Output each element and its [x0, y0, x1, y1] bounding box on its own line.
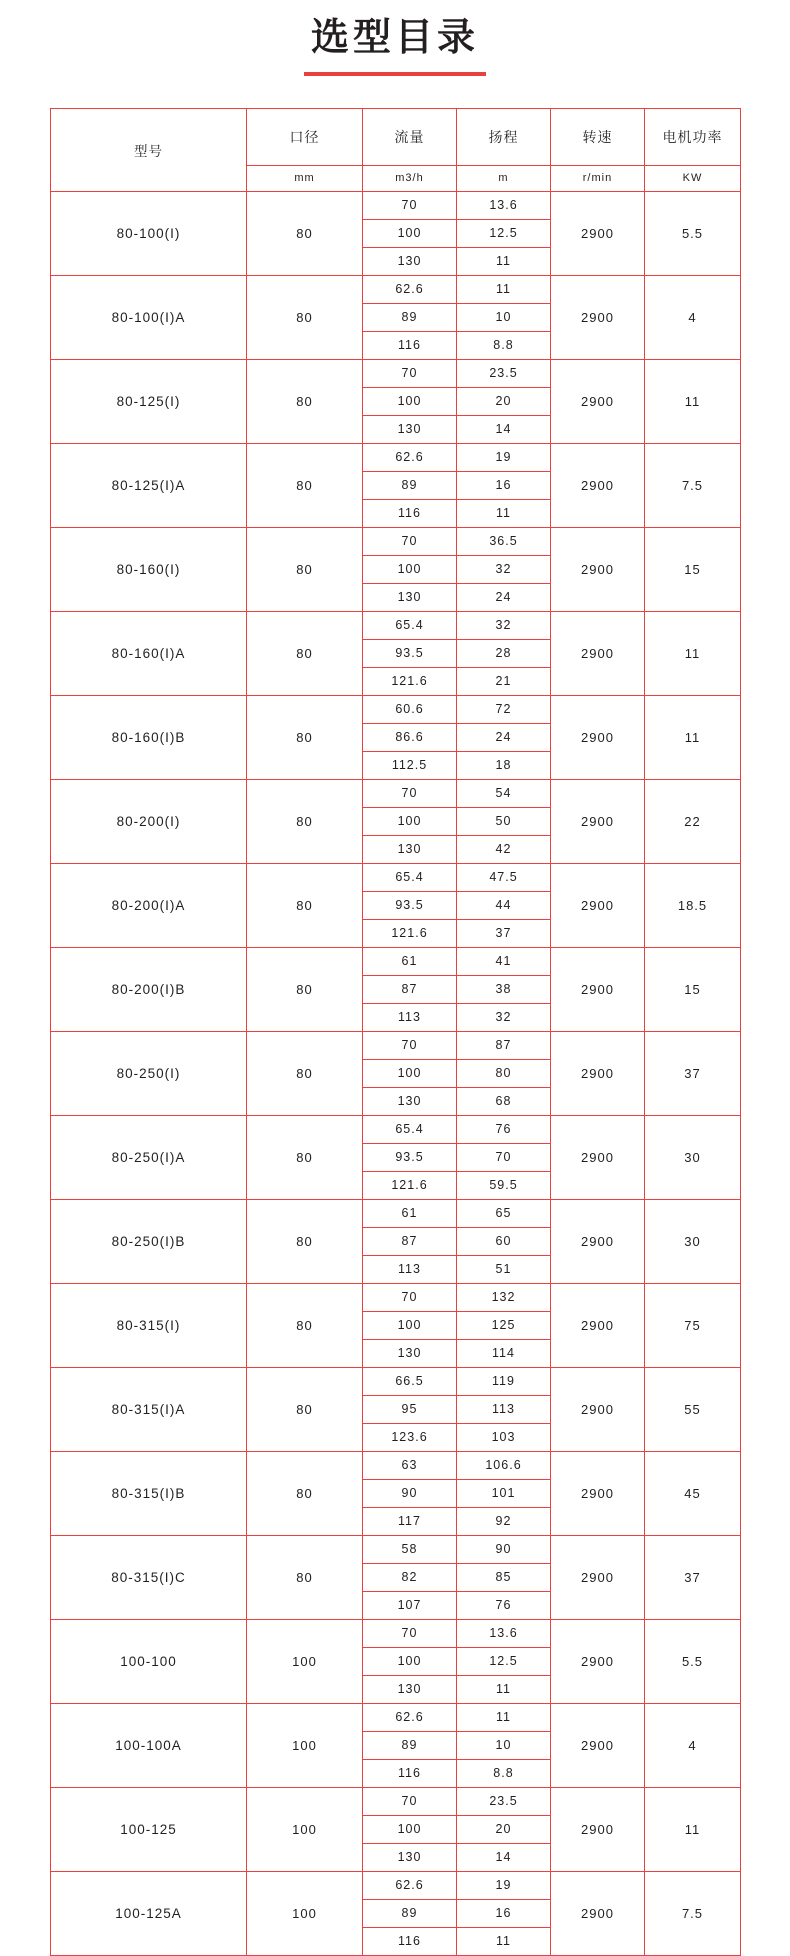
cell-flow: 90: [363, 1479, 457, 1507]
cell-flow: 93.5: [363, 639, 457, 667]
cell-flow: 100: [363, 1059, 457, 1087]
cell-speed: 2900: [551, 1703, 645, 1787]
table-row: [51, 191, 741, 219]
cell-bore: 80: [247, 191, 363, 275]
spec-table-container: [0, 76, 790, 1956]
cell-flow: 70: [363, 1619, 457, 1647]
cell-bore: 80: [247, 611, 363, 695]
cell-model: 100-125: [51, 1787, 247, 1871]
cell-speed: 2900: [551, 695, 645, 779]
cell-flow: 89: [363, 303, 457, 331]
cell-head: 87: [457, 1031, 551, 1059]
table-row: [51, 611, 741, 639]
cell-head: 12.5: [457, 219, 551, 247]
cell-head: 132: [457, 1283, 551, 1311]
column-header-0: 型号: [51, 108, 247, 191]
cell-flow: 116: [363, 1759, 457, 1787]
cell-flow: 130: [363, 1843, 457, 1871]
cell-model: 80-125(I): [51, 359, 247, 443]
cell-head: 90: [457, 1535, 551, 1563]
cell-head: 21: [457, 667, 551, 695]
cell-speed: 2900: [551, 947, 645, 1031]
cell-speed: 2900: [551, 1283, 645, 1367]
cell-model: 80-315(I)C: [51, 1535, 247, 1619]
cell-head: 36.5: [457, 527, 551, 555]
cell-head: 68: [457, 1087, 551, 1115]
cell-flow: 65.4: [363, 1115, 457, 1143]
cell-flow: 66.5: [363, 1367, 457, 1395]
cell-model: 80-125(I)A: [51, 443, 247, 527]
cell-speed: 2900: [551, 443, 645, 527]
cell-flow: 62.6: [363, 275, 457, 303]
cell-bore: 80: [247, 947, 363, 1031]
cell-model: 100-100A: [51, 1703, 247, 1787]
cell-speed: 2900: [551, 1619, 645, 1703]
cell-flow: 130: [363, 1339, 457, 1367]
cell-flow: 116: [363, 1927, 457, 1955]
cell-head: 37: [457, 919, 551, 947]
cell-head: 119: [457, 1367, 551, 1395]
cell-bore: 80: [247, 1031, 363, 1115]
cell-flow: 93.5: [363, 891, 457, 919]
cell-power: 30: [645, 1199, 741, 1283]
cell-flow: 95: [363, 1395, 457, 1423]
cell-flow: 89: [363, 1731, 457, 1759]
cell-head: 24: [457, 583, 551, 611]
cell-flow: 87: [363, 1227, 457, 1255]
cell-speed: 2900: [551, 1535, 645, 1619]
cell-head: 76: [457, 1115, 551, 1143]
cell-head: 10: [457, 1731, 551, 1759]
cell-flow: 100: [363, 555, 457, 583]
cell-head: 11: [457, 1927, 551, 1955]
cell-head: 23.5: [457, 1787, 551, 1815]
cell-head: 20: [457, 387, 551, 415]
table-row: [51, 1199, 741, 1227]
cell-speed: 2900: [551, 1367, 645, 1451]
cell-power: 37: [645, 1535, 741, 1619]
cell-power: 75: [645, 1283, 741, 1367]
cell-head: 125: [457, 1311, 551, 1339]
cell-flow: 117: [363, 1507, 457, 1535]
cell-head: 106.6: [457, 1451, 551, 1479]
cell-power: 4: [645, 1703, 741, 1787]
cell-flow: 100: [363, 219, 457, 247]
cell-flow: 130: [363, 835, 457, 863]
cell-flow: 62.6: [363, 1703, 457, 1731]
cell-flow: 89: [363, 471, 457, 499]
cell-model: 80-250(I)B: [51, 1199, 247, 1283]
cell-head: 59.5: [457, 1171, 551, 1199]
cell-bore: 100: [247, 1619, 363, 1703]
cell-flow: 121.6: [363, 919, 457, 947]
cell-head: 32: [457, 555, 551, 583]
cell-head: 32: [457, 1003, 551, 1031]
cell-head: 54: [457, 779, 551, 807]
page-title: 选型目录: [310, 17, 479, 59]
cell-model: 80-160(I)B: [51, 695, 247, 779]
cell-flow: 70: [363, 1787, 457, 1815]
title-block: [0, 0, 790, 76]
cell-head: 113: [457, 1395, 551, 1423]
cell-power: 7.5: [645, 443, 741, 527]
cell-head: 50: [457, 807, 551, 835]
cell-flow: 100: [363, 1311, 457, 1339]
cell-speed: 2900: [551, 1031, 645, 1115]
cell-model: 100-100: [51, 1619, 247, 1703]
table-row: [51, 1619, 741, 1647]
cell-flow: 70: [363, 527, 457, 555]
cell-head: 60: [457, 1227, 551, 1255]
column-unit-5: KW: [645, 165, 741, 191]
cell-power: 15: [645, 527, 741, 611]
cell-bore: 80: [247, 275, 363, 359]
cell-flow: 123.6: [363, 1423, 457, 1451]
column-header-3: 扬程: [457, 108, 551, 165]
cell-bore: 80: [247, 1199, 363, 1283]
column-header-5: 电机功率: [645, 108, 741, 165]
cell-flow: 130: [363, 415, 457, 443]
column-unit-3: m: [457, 165, 551, 191]
cell-head: 16: [457, 471, 551, 499]
cell-power: 4: [645, 275, 741, 359]
cell-bore: 80: [247, 863, 363, 947]
cell-flow: 58: [363, 1535, 457, 1563]
table-row: [51, 275, 741, 303]
table-header-row: [51, 108, 741, 165]
cell-head: 85: [457, 1563, 551, 1591]
cell-flow: 62.6: [363, 1871, 457, 1899]
cell-bore: 100: [247, 1703, 363, 1787]
cell-power: 15: [645, 947, 741, 1031]
cell-head: 19: [457, 1871, 551, 1899]
cell-flow: 61: [363, 947, 457, 975]
cell-bore: 80: [247, 695, 363, 779]
cell-head: 23.5: [457, 359, 551, 387]
cell-model: 80-160(I)A: [51, 611, 247, 695]
cell-speed: 2900: [551, 527, 645, 611]
cell-power: 11: [645, 611, 741, 695]
cell-speed: 2900: [551, 779, 645, 863]
cell-bore: 80: [247, 1535, 363, 1619]
cell-flow: 116: [363, 331, 457, 359]
cell-head: 10: [457, 303, 551, 331]
cell-power: 37: [645, 1031, 741, 1115]
cell-flow: 93.5: [363, 1143, 457, 1171]
cell-flow: 130: [363, 247, 457, 275]
cell-head: 72: [457, 695, 551, 723]
cell-head: 32: [457, 611, 551, 639]
cell-head: 8.8: [457, 1759, 551, 1787]
table-row: [51, 527, 741, 555]
cell-model: 80-250(I)A: [51, 1115, 247, 1199]
column-unit-2: m3/h: [363, 165, 457, 191]
cell-speed: 2900: [551, 191, 645, 275]
table-row: [51, 1367, 741, 1395]
column-header-2: 流量: [363, 108, 457, 165]
cell-power: 45: [645, 1451, 741, 1535]
cell-head: 11: [457, 247, 551, 275]
cell-head: 20: [457, 1815, 551, 1843]
column-unit-1: mm: [247, 165, 363, 191]
table-row: [51, 863, 741, 891]
cell-head: 12.5: [457, 1647, 551, 1675]
cell-head: 28: [457, 639, 551, 667]
table-row: [51, 1871, 741, 1899]
cell-flow: 70: [363, 359, 457, 387]
cell-flow: 100: [363, 387, 457, 415]
cell-head: 103: [457, 1423, 551, 1451]
table-row: [51, 695, 741, 723]
cell-flow: 116: [363, 499, 457, 527]
cell-head: 65: [457, 1199, 551, 1227]
cell-bore: 80: [247, 1115, 363, 1199]
cell-model: 100-125A: [51, 1871, 247, 1955]
cell-bore: 80: [247, 1367, 363, 1451]
cell-head: 14: [457, 415, 551, 443]
table-row: [51, 779, 741, 807]
table-row: [51, 1535, 741, 1563]
cell-power: 18.5: [645, 863, 741, 947]
cell-flow: 70: [363, 779, 457, 807]
table-row: [51, 1703, 741, 1731]
cell-speed: 2900: [551, 611, 645, 695]
cell-flow: 60.6: [363, 695, 457, 723]
cell-flow: 86.6: [363, 723, 457, 751]
cell-speed: 2900: [551, 275, 645, 359]
cell-speed: 2900: [551, 1787, 645, 1871]
cell-power: 30: [645, 1115, 741, 1199]
cell-flow: 100: [363, 1647, 457, 1675]
cell-speed: 2900: [551, 359, 645, 443]
cell-power: 55: [645, 1367, 741, 1451]
cell-flow: 113: [363, 1255, 457, 1283]
cell-head: 76: [457, 1591, 551, 1619]
cell-model: 80-100(I): [51, 191, 247, 275]
cell-speed: 2900: [551, 1115, 645, 1199]
cell-head: 13.6: [457, 191, 551, 219]
table-row: [51, 1031, 741, 1059]
cell-speed: 2900: [551, 1199, 645, 1283]
table-row: [51, 443, 741, 471]
cell-bore: 80: [247, 1283, 363, 1367]
cell-head: 80: [457, 1059, 551, 1087]
cell-flow: 100: [363, 1815, 457, 1843]
cell-power: 11: [645, 695, 741, 779]
cell-bore: 80: [247, 1451, 363, 1535]
cell-speed: 2900: [551, 1871, 645, 1955]
cell-head: 11: [457, 1675, 551, 1703]
cell-head: 41: [457, 947, 551, 975]
column-header-4: 转速: [551, 108, 645, 165]
cell-head: 70: [457, 1143, 551, 1171]
cell-flow: 121.6: [363, 667, 457, 695]
cell-model: 80-315(I)B: [51, 1451, 247, 1535]
cell-flow: 89: [363, 1899, 457, 1927]
pump-selection-table: [50, 108, 741, 1956]
cell-flow: 70: [363, 191, 457, 219]
table-row: [51, 947, 741, 975]
cell-head: 19: [457, 443, 551, 471]
cell-head: 14: [457, 1843, 551, 1871]
cell-flow: 87: [363, 975, 457, 1003]
cell-flow: 113: [363, 1003, 457, 1031]
cell-bore: 80: [247, 779, 363, 863]
cell-head: 42: [457, 835, 551, 863]
cell-head: 11: [457, 1703, 551, 1731]
cell-head: 11: [457, 499, 551, 527]
cell-model: 80-200(I)A: [51, 863, 247, 947]
table-row: [51, 1787, 741, 1815]
cell-flow: 65.4: [363, 863, 457, 891]
cell-flow: 62.6: [363, 443, 457, 471]
cell-flow: 82: [363, 1563, 457, 1591]
cell-head: 47.5: [457, 863, 551, 891]
cell-flow: 112.5: [363, 751, 457, 779]
cell-flow: 107: [363, 1591, 457, 1619]
cell-power: 11: [645, 1787, 741, 1871]
cell-flow: 65.4: [363, 611, 457, 639]
cell-flow: 61: [363, 1199, 457, 1227]
cell-speed: 2900: [551, 1451, 645, 1535]
cell-bore: 80: [247, 527, 363, 611]
cell-model: 80-200(I): [51, 779, 247, 863]
cell-speed: 2900: [551, 863, 645, 947]
cell-bore: 80: [247, 443, 363, 527]
cell-power: 5.5: [645, 1619, 741, 1703]
cell-model: 80-315(I)A: [51, 1367, 247, 1451]
cell-head: 101: [457, 1479, 551, 1507]
cell-flow: 63: [363, 1451, 457, 1479]
cell-flow: 100: [363, 807, 457, 835]
cell-flow: 70: [363, 1031, 457, 1059]
cell-bore: 80: [247, 359, 363, 443]
table-row: [51, 1451, 741, 1479]
cell-model: 80-160(I): [51, 527, 247, 611]
cell-head: 114: [457, 1339, 551, 1367]
table-row: [51, 1283, 741, 1311]
cell-head: 44: [457, 891, 551, 919]
cell-head: 8.8: [457, 331, 551, 359]
cell-head: 18: [457, 751, 551, 779]
cell-model: 80-250(I): [51, 1031, 247, 1115]
cell-model: 80-200(I)B: [51, 947, 247, 1031]
cell-model: 80-315(I): [51, 1283, 247, 1367]
cell-head: 92: [457, 1507, 551, 1535]
cell-flow: 130: [363, 1675, 457, 1703]
cell-head: 16: [457, 1899, 551, 1927]
cell-power: 7.5: [645, 1871, 741, 1955]
cell-head: 51: [457, 1255, 551, 1283]
cell-model: 80-100(I)A: [51, 275, 247, 359]
cell-flow: 130: [363, 583, 457, 611]
cell-flow: 121.6: [363, 1171, 457, 1199]
column-unit-4: r/min: [551, 165, 645, 191]
cell-flow: 130: [363, 1087, 457, 1115]
column-header-1: 口径: [247, 108, 363, 165]
cell-head: 11: [457, 275, 551, 303]
table-row: [51, 1115, 741, 1143]
cell-head: 38: [457, 975, 551, 1003]
cell-bore: 100: [247, 1871, 363, 1955]
cell-flow: 70: [363, 1283, 457, 1311]
cell-power: 5.5: [645, 191, 741, 275]
table-row: [51, 359, 741, 387]
cell-head: 13.6: [457, 1619, 551, 1647]
cell-head: 24: [457, 723, 551, 751]
cell-power: 11: [645, 359, 741, 443]
cell-bore: 100: [247, 1787, 363, 1871]
cell-power: 22: [645, 779, 741, 863]
